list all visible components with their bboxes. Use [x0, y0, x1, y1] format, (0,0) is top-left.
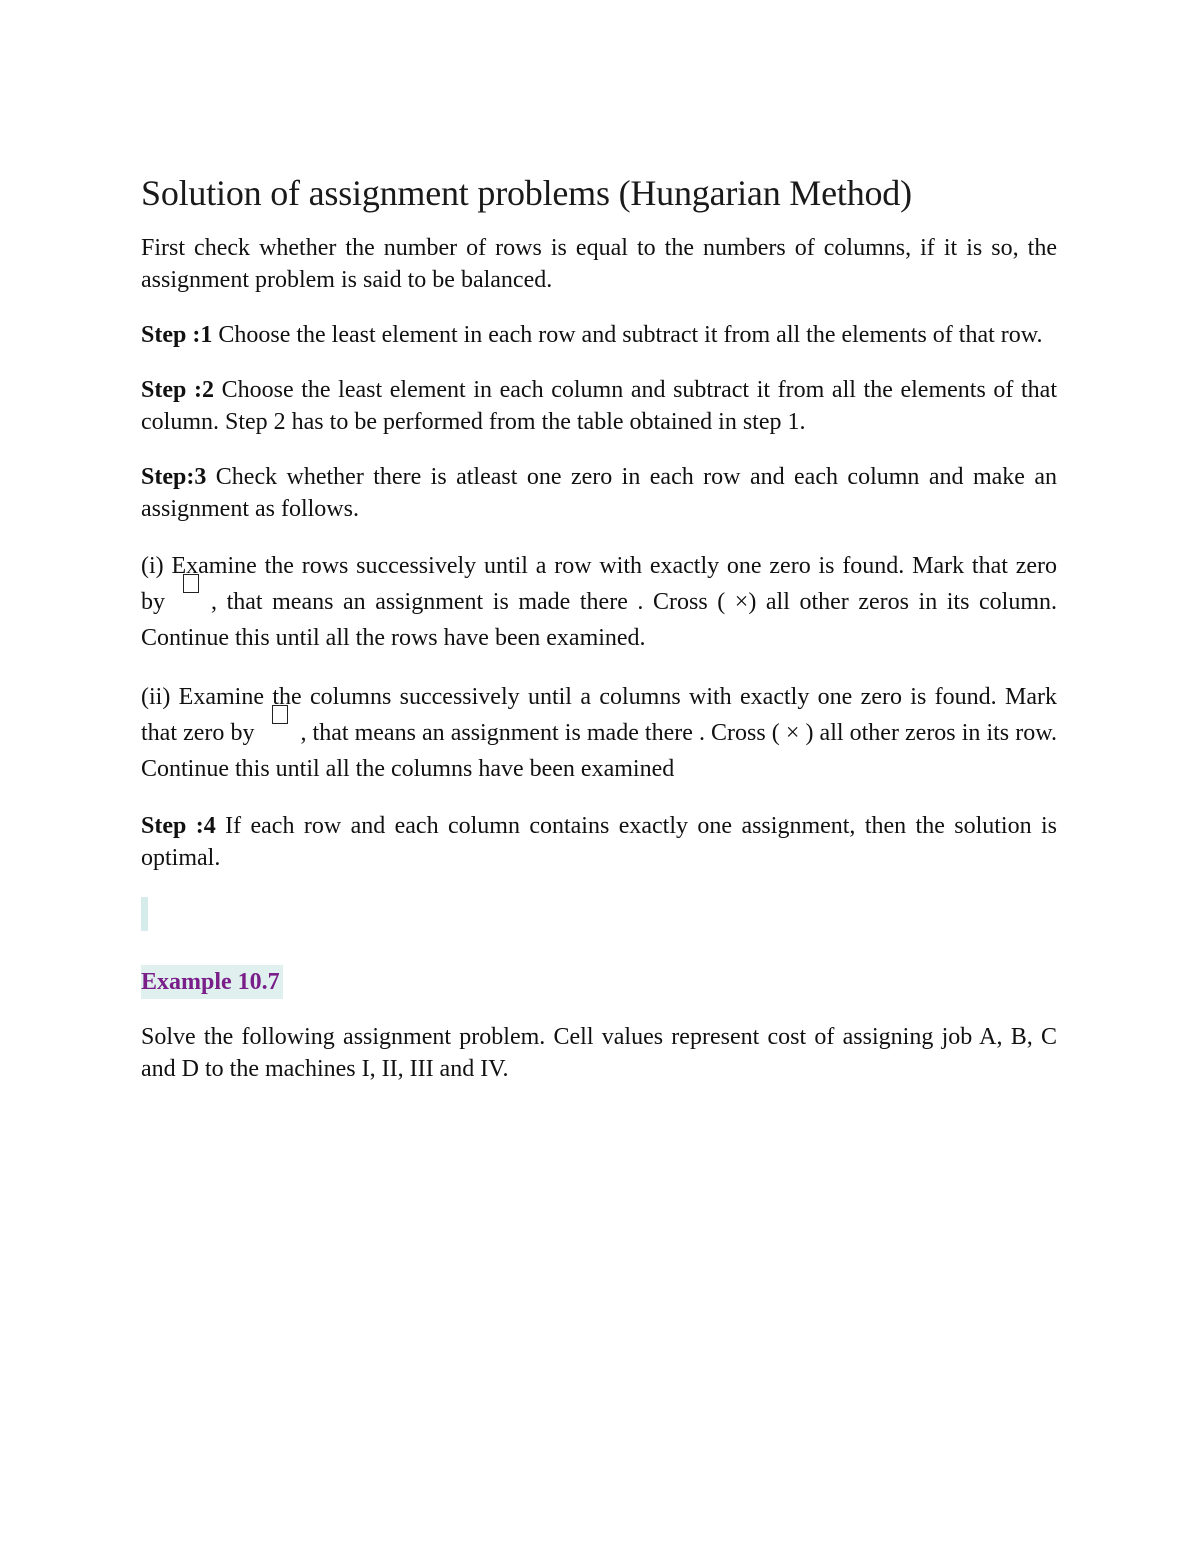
- assignment-box-icon: [272, 705, 288, 724]
- rule-ii-text-end: , that means an assignment is made there . Cross ( × ) all other zeros in its row. Continue this until all the columns have been examined: [141, 720, 1057, 782]
- rule-i-paragraph: [141, 548, 1057, 656]
- assignment-box-icon: [183, 574, 199, 593]
- step-3-paragraph: [141, 461, 1057, 525]
- step-2-label: Step :2: [141, 377, 214, 403]
- example-heading-wrapper: [141, 965, 1057, 1021]
- step-4-label: Step :4: [141, 813, 216, 839]
- step-1-label: Step :1: [141, 322, 213, 348]
- rule-ii-paragraph: [141, 679, 1057, 787]
- step-2-text: Choose the least element in each column and subtract it from all the elements of that column. Step 2 has to be performed from the table obtained in step 1.: [141, 377, 1058, 435]
- step-2-paragraph: [141, 374, 1057, 438]
- step-3-text: Check whether there is atleast one zero in each row and each column and make an assignment as follows.: [141, 464, 1057, 522]
- example-paragraph: Solve the following assignment problem. Cell values represent cost of assigning job A, B, C and D to the machines I, II, III and IV.: [141, 1024, 1057, 1082]
- example-heading: Example 10.7: [141, 965, 283, 999]
- text-cursor-highlight: [141, 897, 148, 931]
- intro-paragraph: First check whether the number of rows is equal to the numbers of columns, if it is so, the assignment problem is said to be balanced.: [141, 235, 1057, 293]
- step-3-label: Step:3: [141, 464, 207, 490]
- rule-i-text-start: (i) Examine the rows successively until a row with exactly one zero is found. Mark that zero by: [141, 553, 1057, 615]
- document-page: [141, 170, 1057, 1108]
- step-4-paragraph: [141, 810, 1057, 874]
- page-title: Solution of assignment problems (Hungarian Method): [141, 173, 912, 213]
- step-4-text: If each row and each column contains exactly one assignment, then the solution is optimal.: [141, 813, 1057, 871]
- step-1-text: Choose the least element in each row and subtract it from all the elements of that row.: [212, 322, 1043, 348]
- rule-ii-text-start: (ii) Examine the columns successively until a columns with exactly one zero is found. Mark that zero by: [141, 684, 1057, 746]
- rule-i-text-end: , that means an assignment is made there . Cross ( ×) all other zeros in its column. Continue this until all the rows have been examined.: [141, 589, 1057, 651]
- step-1-paragraph: [141, 319, 1057, 351]
